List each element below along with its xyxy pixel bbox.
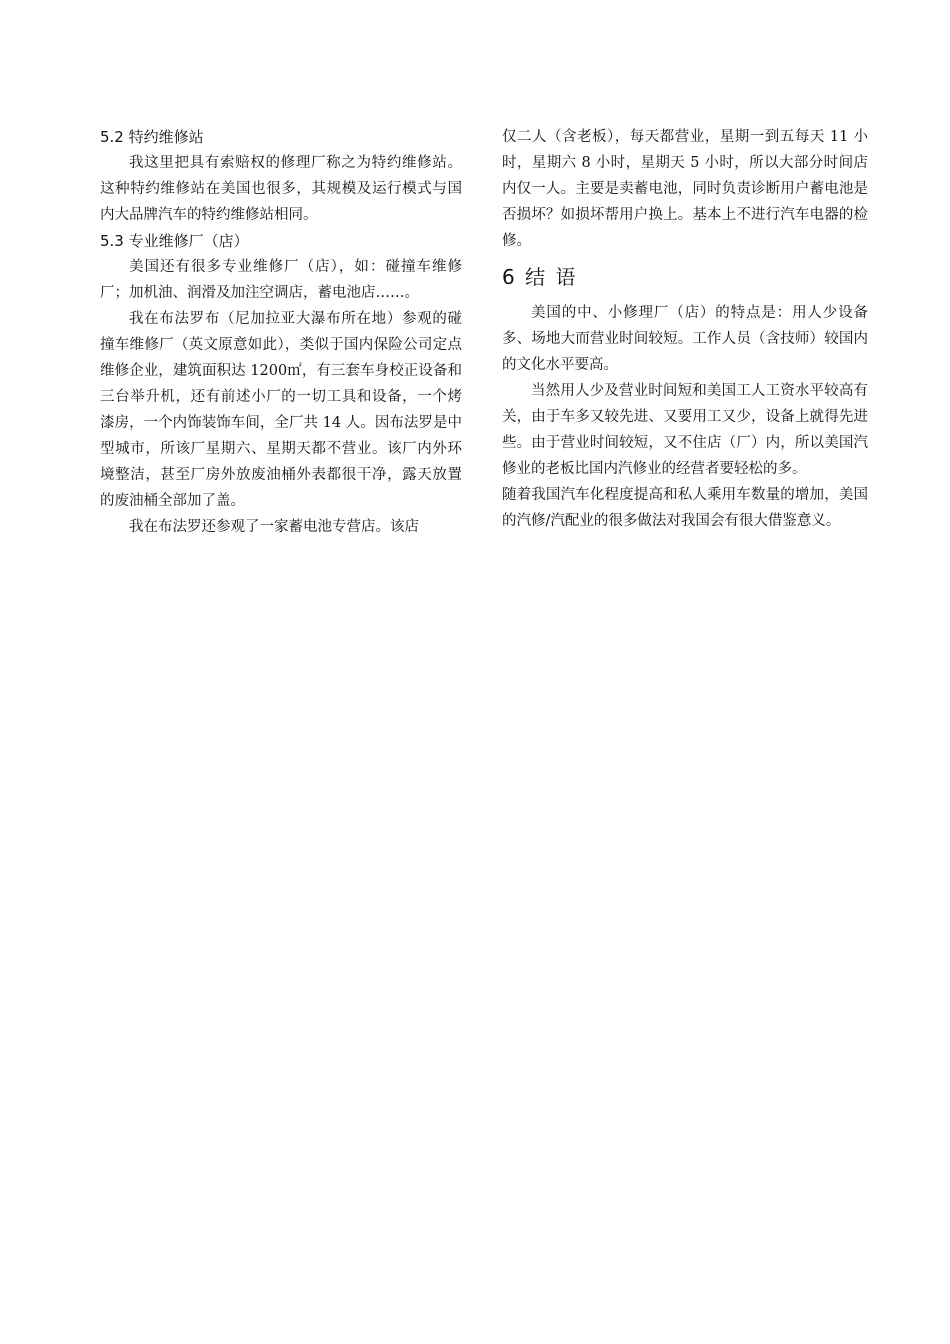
section-5-3-paragraph-3: 我在布法罗还参观了一家蓄电池专营店。该店 <box>129 519 419 535</box>
conclusion-paragraph-3: 随着我国汽车化程度提高和私人乘用车数量的增加，美国的汽修/汽配业的很多做法对我国会有很大借鉴意义。 <box>502 487 868 529</box>
continued-paragraph: 仅二人（含老板），每天都营业，星期一到五每天 11 小时，星期六 8 小时，星期天 5 小时，所以大部分时间店内仅一人。主要是卖蓄电池，同时负责诊断用户蓄电池是否损坏？如损坏帮用户换上。基本上不进行汽车电器的检修。 <box>502 129 868 249</box>
conclusion-paragraph-1: 美国的中、小修理厂（店）的特点是：用人少设备多、场地大而营业时间较短。工作人员（含技师）较国内的文化水平要高。 <box>502 305 868 373</box>
right-column <box>502 124 868 534</box>
section-5-3-paragraph-1: 美国还有很多专业维修厂（店），如：碰撞车维修厂；加机油、润滑及加注空调店，蓄电池店……。 <box>100 259 462 301</box>
section-6-heading: 6 结 语 <box>502 265 578 289</box>
section-5-2-paragraph: 我这里把具有索赔权的修理厂称之为特约维修站。这种特约维修站在美国也很多，其规模及运行模式与国内大品牌汽车的特约维修站相同。 <box>100 155 462 223</box>
conclusion-paragraph-2: 当然用人少及营业时间短和美国工人工资水平较高有关，由于车多又较先进、又要用工又少，设备上就得先进些。由于营业时间较短，又不住店（厂）内，所以美国汽修业的老板比国内汽修业的经营者要轻松的多。 <box>502 383 868 477</box>
section-5-3-heading: 5.3 专业维修厂（店） <box>100 232 249 250</box>
section-5-3-paragraph-2: 我在布法罗布（尼加拉亚大瀑布所在地）参观的碰撞车维修厂（英文原意如此），类似于国内保险公司定点维修企业，建筑面积达 1200㎡，有三套车身校正设备和三台举升机，还有前述小厂的一切工具和设备，一个烤漆房，一个内饰装饰车间，全厂共 14 人。因布法罗是中型城市，所该厂星期六、星期天都不营业。该厂内外环境整洁，甚至厂房外放废油桶外表都很干净，露天放置的废油桶全部加了盖。 <box>100 311 462 509</box>
section-5-2-heading: 5.2 特约维修站 <box>100 128 204 146</box>
left-column <box>100 124 462 540</box>
